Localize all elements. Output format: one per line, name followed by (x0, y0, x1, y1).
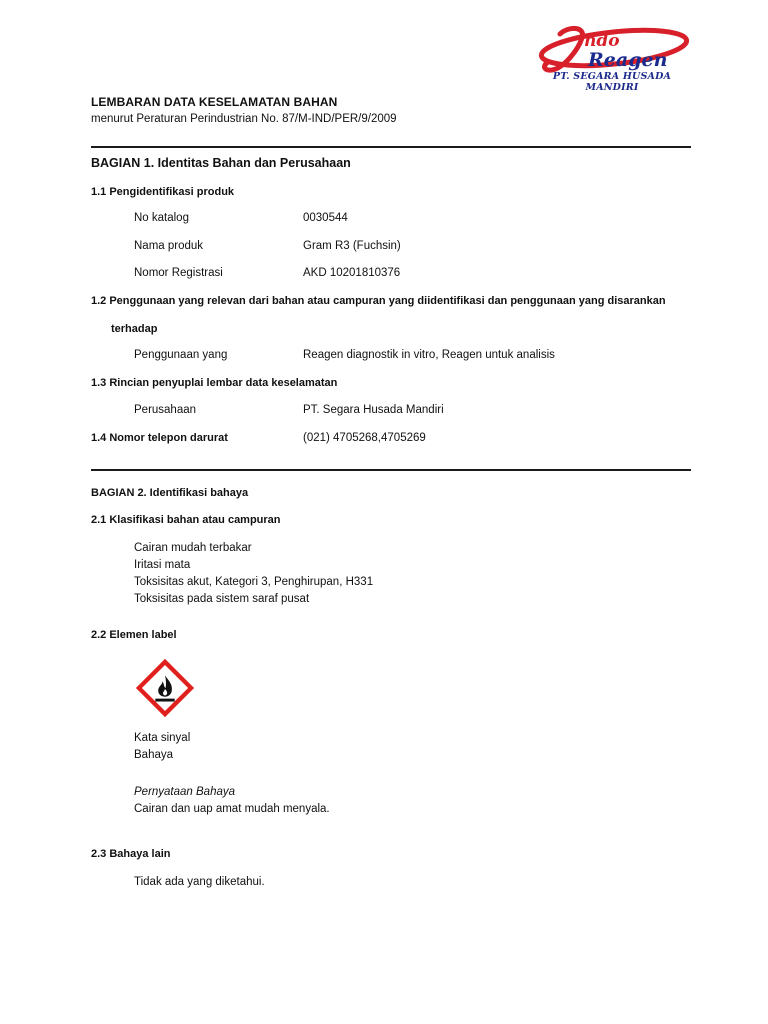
document-subtitle: menurut Peraturan Perindustrian No. 87/M-IND/PER/9/2009 (91, 113, 397, 125)
product-name-value: Gram R3 (Fuchsin) (303, 240, 401, 252)
signal-word-label: Kata sinyal (134, 732, 191, 744)
flame-hazard-icon (136, 659, 194, 717)
registration-number-value: AKD 10201810376 (303, 267, 401, 279)
list-item: Toksisitas pada sistem saraf pusat (134, 593, 310, 605)
section-1-heading: BAGIAN 1. Identitas Bahan dan Perusahaan (91, 156, 351, 170)
company-label: Perusahaan (134, 404, 197, 416)
emergency-phone-value: (021) 4705268,4705269 (303, 432, 426, 444)
registration-number-label: Nomor Registrasi (134, 267, 223, 279)
list-item: Iritasi mata (134, 559, 191, 571)
hazard-statement-label: Pernyataan Bahaya (134, 786, 236, 798)
subsection-1-2-heading: 1.2 Penggunaan yang relevan dari bahan atau campuran yang diidentifikasi dan penggunaan yang disarankan (91, 295, 666, 307)
signal-word-value: Bahaya (134, 749, 174, 761)
logo-company-name: PT. SEGARA HUSADA MANDIRI (552, 71, 672, 93)
document-title: LEMBARAN DATA KESELAMATAN BAHAN (91, 95, 338, 109)
subsection-1-1-heading: 1.1 Pengidentifikasi produk (91, 186, 235, 198)
subsection-1-4-heading: 1.4 Nomor telepon darurat (91, 432, 228, 444)
subsection-1-3-heading: 1.3 Rincian penyuplai lembar data keselamatan (91, 377, 338, 389)
hazard-statement-value: Cairan dan uap amat mudah menyala. (134, 803, 330, 815)
usage-value: Reagen diagnostik in vitro, Reagen untuk analisis (303, 349, 555, 361)
signal-word-block (134, 730, 190, 764)
list-item: Cairan mudah terbakar (134, 542, 252, 554)
divider (91, 146, 691, 148)
catalog-number-label: No katalog (134, 212, 189, 224)
other-hazards-text: Tidak ada yang diketahui. (134, 876, 265, 888)
logo-word-reagen: Reagen (588, 49, 668, 71)
subsection-2-1-heading: 2.1 Klasifikasi bahan atau campuran (91, 514, 281, 526)
subsection-2-3-heading: 2.3 Bahaya lain (91, 848, 171, 860)
subsection-1-2-heading-cont: terhadap (111, 323, 158, 335)
usage-label: Penggunaan yang (134, 349, 228, 361)
list-item: Toksisitas akut, Kategori 3, Penghirupan, H331 (134, 576, 374, 588)
catalog-number-value: 0030544 (303, 212, 348, 224)
subsection-2-2-heading: 2.2 Elemen label (91, 629, 177, 641)
hazard-statement-block (134, 784, 330, 818)
section-2-heading: BAGIAN 2. Identifikasi bahaya (91, 487, 249, 499)
product-name-label: Nama produk (134, 240, 204, 252)
logo-word-indo: ndo (584, 31, 620, 51)
classification-list (134, 540, 373, 608)
divider (91, 469, 691, 471)
company-value: PT. Segara Husada Mandiri (303, 404, 444, 416)
